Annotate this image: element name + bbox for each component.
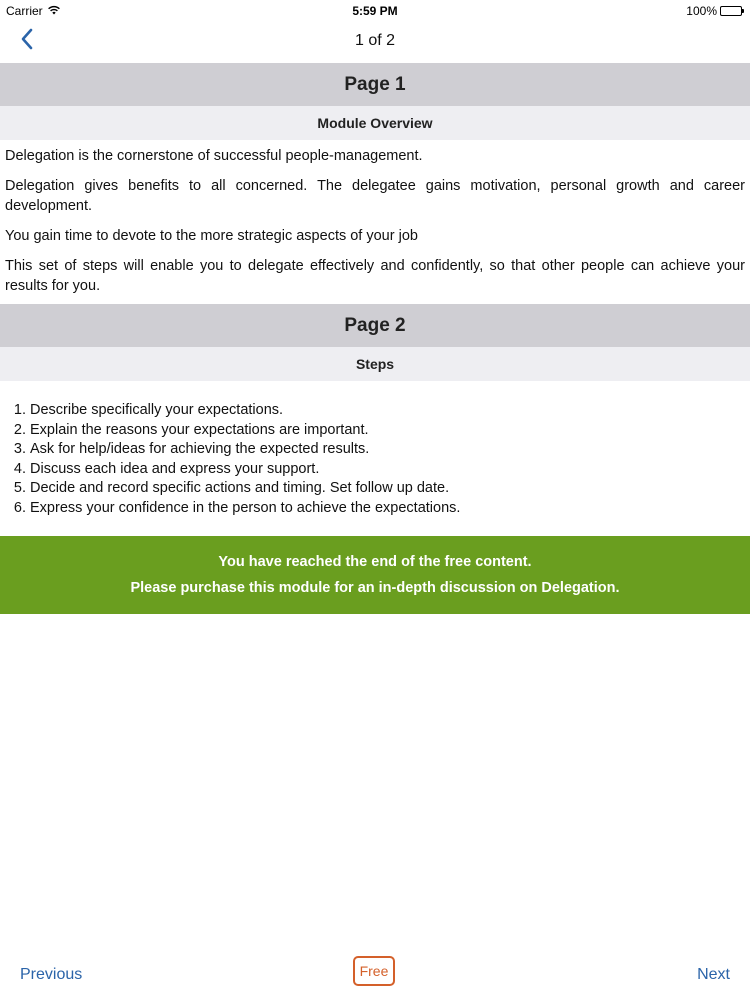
purchase-banner — [0, 536, 750, 614]
next-button[interactable]: Next — [697, 966, 730, 983]
bottom-toolbar — [0, 956, 750, 1000]
step-item: 5. Decide and record specific actions and timing. Set follow up date. — [30, 479, 750, 499]
page-1-header: Page 1 — [0, 63, 750, 106]
status-time: 5:59 PM — [352, 4, 398, 18]
battery-percent: 100% — [686, 4, 717, 18]
battery-icon — [720, 6, 742, 16]
navigation-bar — [0, 22, 750, 62]
step-item: 6. Express your confidence in the person to achieve the expectations. — [30, 499, 750, 519]
page-counter-title: 1 of 2 — [354, 32, 396, 49]
step-item: 2. Explain the reasons your expectations are important. — [30, 421, 750, 441]
overview-paragraph: This set of steps will enable you to delegate effectively and confidently, so that other people can achieve your results for you. — [5, 258, 745, 294]
status-bar — [0, 0, 750, 22]
overview-paragraph: Delegation is the cornerstone of successful people-management. — [5, 148, 423, 164]
battery-group — [686, 4, 742, 18]
previous-button[interactable]: Previous — [20, 966, 83, 983]
step-item: 3. Ask for help/ideas for achieving the expected results. — [30, 440, 750, 460]
end-of-free-content-text: You have reached the end of the free content. — [218, 554, 532, 570]
content-area — [0, 63, 750, 614]
step-item: 1. Describe specifically your expectations. — [30, 401, 750, 421]
overview-paragraph: Delegation gives benefits to all concerned. The delegatee gains motivation, personal growth and career development. — [5, 178, 745, 214]
purchase-prompt-text: Please purchase this module for an in-depth discussion on Delegation. — [130, 580, 620, 596]
free-badge[interactable]: Free — [353, 956, 395, 986]
steps-list — [0, 381, 750, 534]
overview-text — [0, 140, 750, 304]
carrier-label: Carrier — [6, 4, 43, 18]
module-overview-header: Module Overview — [0, 106, 750, 140]
page-2-header: Page 2 — [0, 304, 750, 347]
steps-header: Steps — [0, 347, 750, 381]
step-item: 4. Discuss each idea and express your support. — [30, 460, 750, 480]
overview-paragraph: You gain time to devote to the more strategic aspects of your job — [5, 228, 418, 244]
